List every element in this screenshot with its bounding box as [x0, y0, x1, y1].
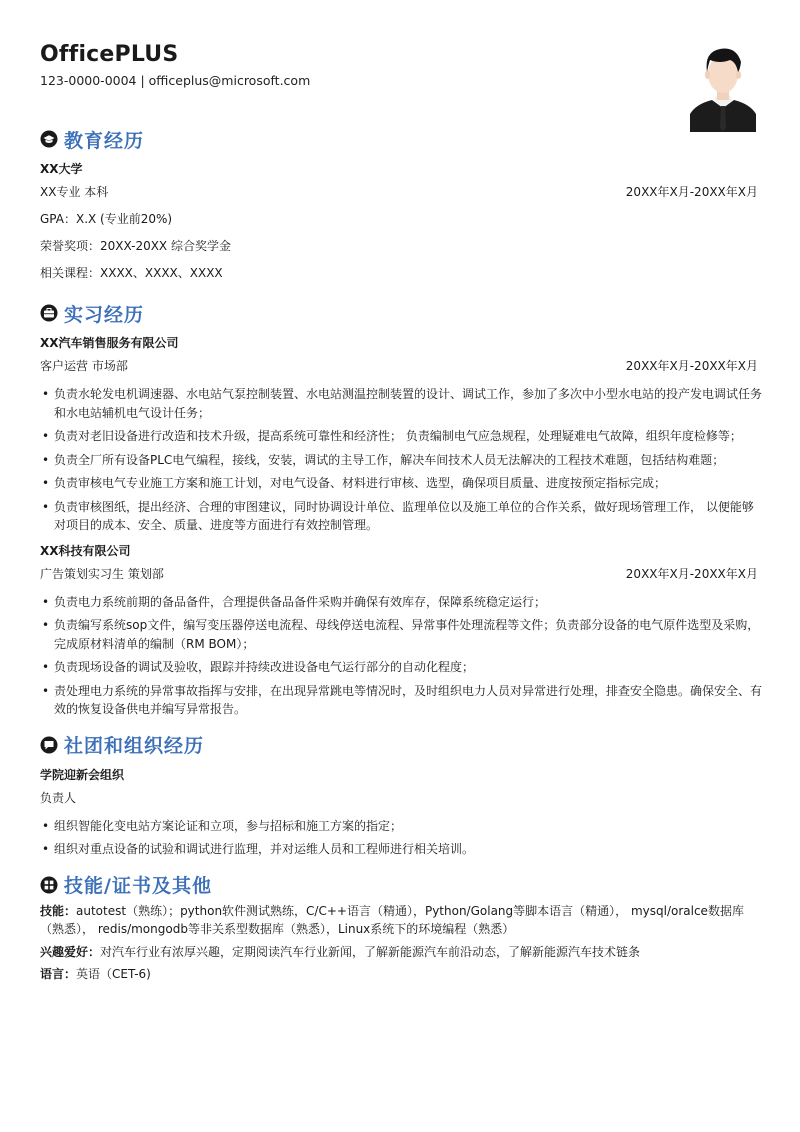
- period: 20XX年X月-20XX年X月: [625, 185, 758, 199]
- candidate-name: OfficePLUS: [40, 42, 179, 67]
- org-name: 学院迎新会组织: [40, 767, 125, 782]
- school-name: XX大学: [40, 162, 83, 176]
- company-name: XX汽车销售服务有限公司: [40, 336, 179, 350]
- courses: 相关课程：XXXX、XXXX、XXXX: [40, 266, 223, 280]
- section-title: 实习经历: [64, 303, 145, 326]
- gpa: GPA：X.X (专业前20%): [40, 212, 173, 226]
- education-header: [40, 125, 764, 153]
- briefcase-icon: [40, 304, 58, 322]
- role: 广告策划实习生 策划部: [40, 566, 164, 581]
- company-name: XX科技有限公司: [40, 543, 131, 558]
- list-item: • 负责水轮发电机调速器、水电站气泵控制装置、水电站测温控制装置的设计、调试工作，参加了多次中小型水电站的投产发电调试任务和水电站辅机电气设计任务；: [40, 385, 764, 422]
- role-line: [40, 561, 764, 588]
- list-item: • 负责审核图纸，提出经济、合理的审图建议，同时协调设计单位、监理单位以及施工单位的合作关系，做好现场管理工作， 以便能够对项目的成本、安全、质量、进度等方面进行有效控制管理。: [40, 498, 764, 535]
- hobby-line: [40, 943, 764, 962]
- chat-bubble-icon: [40, 736, 58, 754]
- list-item: • 负责对老旧设备进行改造和技术升级，提高系统可靠性和经济性； 负责编制电气应急规程，处理疑难电气故障，组织年度检修等；: [40, 427, 764, 446]
- period: 20XX年X月-20XX年X月: [625, 566, 758, 581]
- honors: 荣誉奖项：20XX-20XX 综合奖学金: [40, 239, 231, 253]
- language-line: [40, 965, 764, 984]
- skills-header: [40, 871, 764, 899]
- education-section: [40, 125, 764, 287]
- grid-icon: [40, 876, 58, 894]
- language-text: 英语（CET-6): [76, 967, 151, 981]
- club-section: [40, 731, 764, 859]
- list-item: • 负责编写系统sop文件，编写变压器停送电流程、母线停送电流程、异常事件处理流程等文件；负责部分设备的电气原件选型及采购，完成原材料清单的编制（RM BOM）；: [40, 616, 764, 653]
- list-item: • 组织对重点设备的试验和调试进行监理，并对运维人员和工程师进行相关培训。: [40, 840, 764, 859]
- role: 客户运营 市场部: [40, 359, 128, 373]
- club-role: 负责人: [40, 790, 77, 805]
- list-item: • 负责全厂所有设备PLC电气编程，接线，安装，调试的主导工作，解决车间技术人员无法解决的工程技术难题，包括结构难题；: [40, 451, 764, 470]
- skills-label: 技能：: [40, 903, 77, 918]
- internship-header: [40, 299, 764, 327]
- skills-line: [40, 902, 764, 939]
- section-title: 社团和组织经历: [64, 735, 205, 757]
- internship-section: [40, 299, 764, 719]
- list-item: • 组织智能化变电站方案论证和立项，参与招标和施工方案的指定；: [40, 817, 764, 836]
- language-label: 语言：: [40, 967, 77, 981]
- major: XX专业 本科: [40, 185, 109, 199]
- list-item: • 责处理电力系统的异常事故指挥与安排，在出现异常跳电等情况时，及时组织电力人员对异常进行处理，排查安全隐患。确保安全、有效的恢复设备供电并编写异常报告。: [40, 682, 764, 719]
- role-line: [40, 353, 764, 380]
- period: 20XX年X月-20XX年X月: [625, 359, 758, 373]
- section-title: 技能/证书及其他: [64, 875, 212, 897]
- skills-text: autotest（熟练）；python软件测试熟练，C/C++语言（精通），Python/Golang等脚本语言（精通）， mysql/oralce数据库（熟悉）， redis/mongodb等非关系型数据库（熟悉），Linux系统下的环境编程（熟悉）: [40, 903, 744, 936]
- list-item: • 负责现场设备的调试及验收，跟踪并持续改进设备电气运行部分的自动化程度；: [40, 658, 764, 677]
- graduation-cap-icon: [40, 130, 58, 148]
- major-line: [40, 179, 764, 206]
- skills-section: [40, 871, 764, 984]
- list-item: • 负责电力系统前期的备品备件，合理提供备品备件采购并确保有效库存，保障系统稳定运行；: [40, 593, 764, 612]
- hobby-text: 对汽车行业有浓厚兴趣，定期阅读汽车行业新闻，了解新能源汽车前沿动态，了解新能源汽车技术链条: [100, 944, 641, 959]
- section-title: 教育经历: [64, 129, 145, 152]
- contact-info: 123-0000-0004 | officeplus@microsoft.com: [40, 73, 311, 88]
- club-header: [40, 731, 764, 759]
- hobby-label: 兴趣爱好：: [40, 944, 101, 959]
- list-item: • 负责审核电气专业施工方案和施工计划，对电气设备、材料进行审核、选型，确保项目质量、进度按预定指标完成；: [40, 474, 764, 493]
